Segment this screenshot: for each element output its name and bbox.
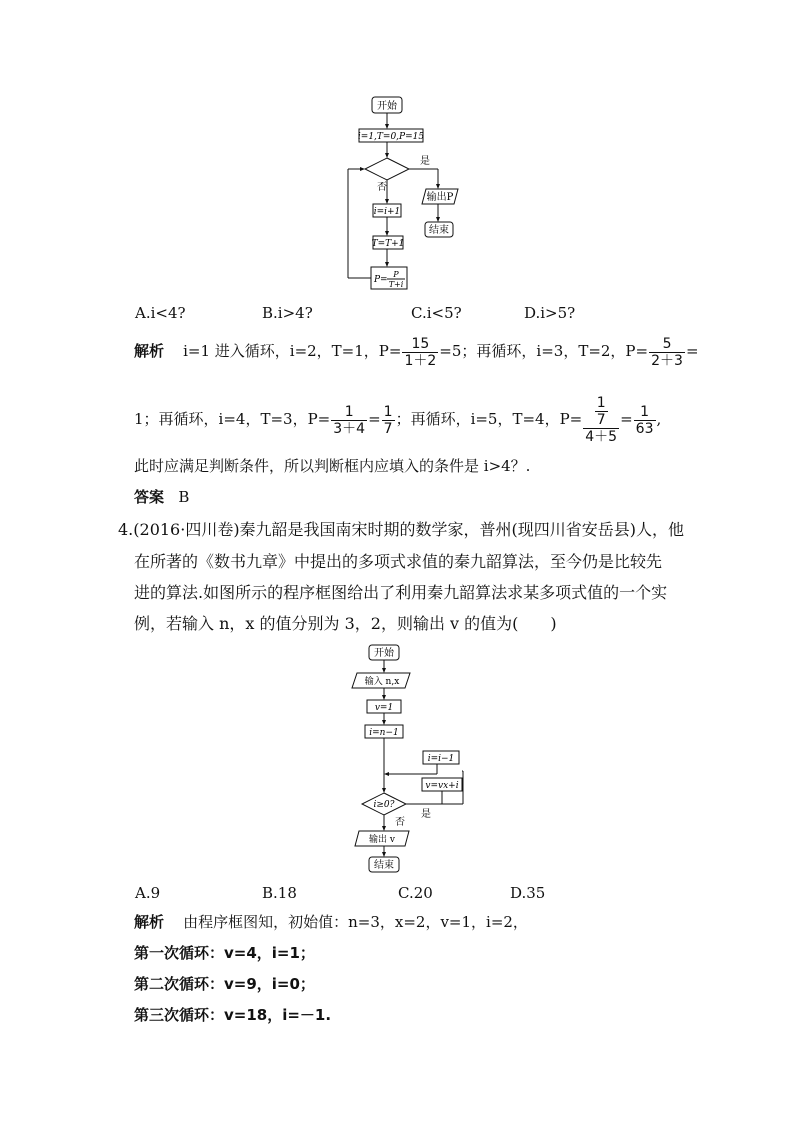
q4-analysis-text: 由程序框图知，初始值：n=3，x=2，v=1，i=2，	[183, 913, 528, 931]
q3-answer	[134, 488, 189, 506]
q4-option-a: A.9	[135, 884, 161, 902]
fc2-start-text: 开始	[374, 648, 394, 659]
q3-line2-frac3-num	[583, 395, 619, 429]
fc1-output-text: 输出P	[426, 192, 454, 203]
q3-line2-tail: ,	[656, 410, 662, 428]
q4-loop1: 第一次循环：v=4，i=1；	[134, 944, 315, 962]
q3-line1-frac1	[402, 336, 438, 369]
flowchart-1	[340, 90, 490, 295]
fc1-decision	[365, 158, 409, 180]
q4-stem-line2: 在所著的《数书九章》中提出的多项式求值的秦九韶算法，至今仍是比较先	[134, 552, 663, 571]
q4-option-c: C.20	[398, 884, 433, 902]
q3-line2-frac2	[382, 404, 395, 437]
fc1-init-text: i=1,T=0,P=15	[357, 132, 425, 142]
fc2-loop2-text: v=vx+i	[425, 781, 459, 791]
q3-line2-frac3	[583, 395, 619, 445]
q3-option-d: D.i>5?	[524, 304, 576, 322]
q3-line2-frac1-num: 1	[331, 404, 367, 421]
fc1-no-label: 否	[377, 182, 387, 193]
q3-analysis-label: 解析	[134, 342, 165, 360]
q3-line2-frac2-num: 1	[383, 403, 393, 420]
fc1-step3-lhs: P=	[374, 275, 388, 285]
q3-line1-mid: =5；再循环，i=3，T=2，P=	[439, 342, 649, 360]
q3-line2-frac3-inner-den: 7	[596, 412, 606, 428]
fc1-step3-num: P	[393, 270, 399, 279]
q3-analysis-line1	[134, 332, 699, 370]
fc2-no-label: 否	[395, 817, 405, 828]
q4-stem-line4: 例，若输入 n，x 的值分别为 3，2，则输出 v 的值为( )	[134, 614, 557, 633]
q3-line1-frac2-num: 5	[649, 336, 685, 353]
q3-option-c: C.i<5?	[411, 304, 462, 322]
q3-line1-frac2-den: 2＋3	[651, 352, 683, 369]
q4-analysis-label: 解析	[134, 913, 165, 931]
q3-line2-intro: 1；再循环，i=4，T=3，P=	[134, 410, 331, 428]
q3-line2-frac1-den: 3＋4	[333, 420, 366, 437]
q3-line2-frac4-num: 1	[634, 404, 656, 421]
fc1-step2-text: T=T+1	[371, 239, 405, 249]
q3-line1-frac1-num: 15	[402, 336, 438, 353]
fc1-step1-text: i=i+1	[373, 207, 401, 217]
q3-line2-frac2-den: 7	[383, 420, 393, 437]
q4-option-b: B.18	[262, 884, 297, 902]
q3-analysis-line3: 此时应满足判断条件，所以判断框内应填入的条件是 i>4？.	[134, 457, 531, 475]
fc2-end-text: 结束	[374, 860, 394, 871]
q3-line2-frac3-inner	[595, 395, 608, 428]
q4-stem-line3: 进的算法.如图所示的程序框图给出了利用秦九韶算法求某多项式值的一个实	[134, 583, 668, 602]
fc1-yes-label: 是	[420, 156, 430, 167]
q4-loop2: 第二次循环：v=9，i=0；	[134, 975, 315, 993]
q3-line2-mid: ；再循环，i=5，T=4，P=	[395, 410, 583, 428]
fc2-init1-text: v=1	[374, 703, 394, 713]
fc2-input-text: 输入 n,x	[364, 677, 400, 687]
q3-analysis-line2	[134, 384, 661, 454]
q3-line2-frac1	[331, 404, 367, 437]
q3-line2-eq: =	[368, 410, 381, 428]
q4-loop3: 第三次循环：v=18，i=－1.	[134, 1006, 332, 1024]
q3-option-a: A.i<4?	[135, 304, 186, 322]
fc2-init2-text: i=n−1	[369, 728, 399, 738]
q4-analysis-line1	[134, 913, 528, 931]
q4-stem-line1: 4.(2016·四川卷)秦九韶是我国南宋时期的数学家，普州(现四川省安岳县)人，他	[118, 520, 685, 539]
fc1-step3-den: T+i	[388, 280, 404, 289]
q3-option-b: B.i>4?	[262, 304, 313, 322]
q4-option-d: D.35	[510, 884, 546, 902]
q3-line2-frac4-den: 63	[635, 420, 654, 437]
flowchart-2	[345, 640, 475, 880]
q3-line1-tail: =	[685, 342, 699, 360]
q3-line1-frac2	[649, 336, 685, 369]
fc2-output-text: 输出 v	[369, 835, 395, 845]
fc1-start-text: 开始	[377, 101, 397, 112]
q3-line2-eq2: =	[620, 410, 633, 428]
q3-line2-frac3-inner-num: 1	[596, 395, 606, 411]
q3-answer-value: B	[178, 488, 190, 506]
fc1-end-text: 结束	[429, 225, 449, 236]
fc2-loop1-text: i=i−1	[427, 754, 455, 764]
fc2-yes-label: 是	[421, 809, 431, 820]
q3-line2-frac3-den: 4＋5	[585, 429, 618, 445]
q3-answer-label: 答案	[134, 488, 165, 506]
q3-line1-intro: i=1 进入循环，i=2，T=1，P=	[183, 342, 402, 360]
q3-line2-frac4	[634, 404, 656, 437]
q3-line1-frac1-den: 1＋2	[404, 352, 437, 369]
fc2-decision-text: i≥0?	[373, 800, 395, 810]
